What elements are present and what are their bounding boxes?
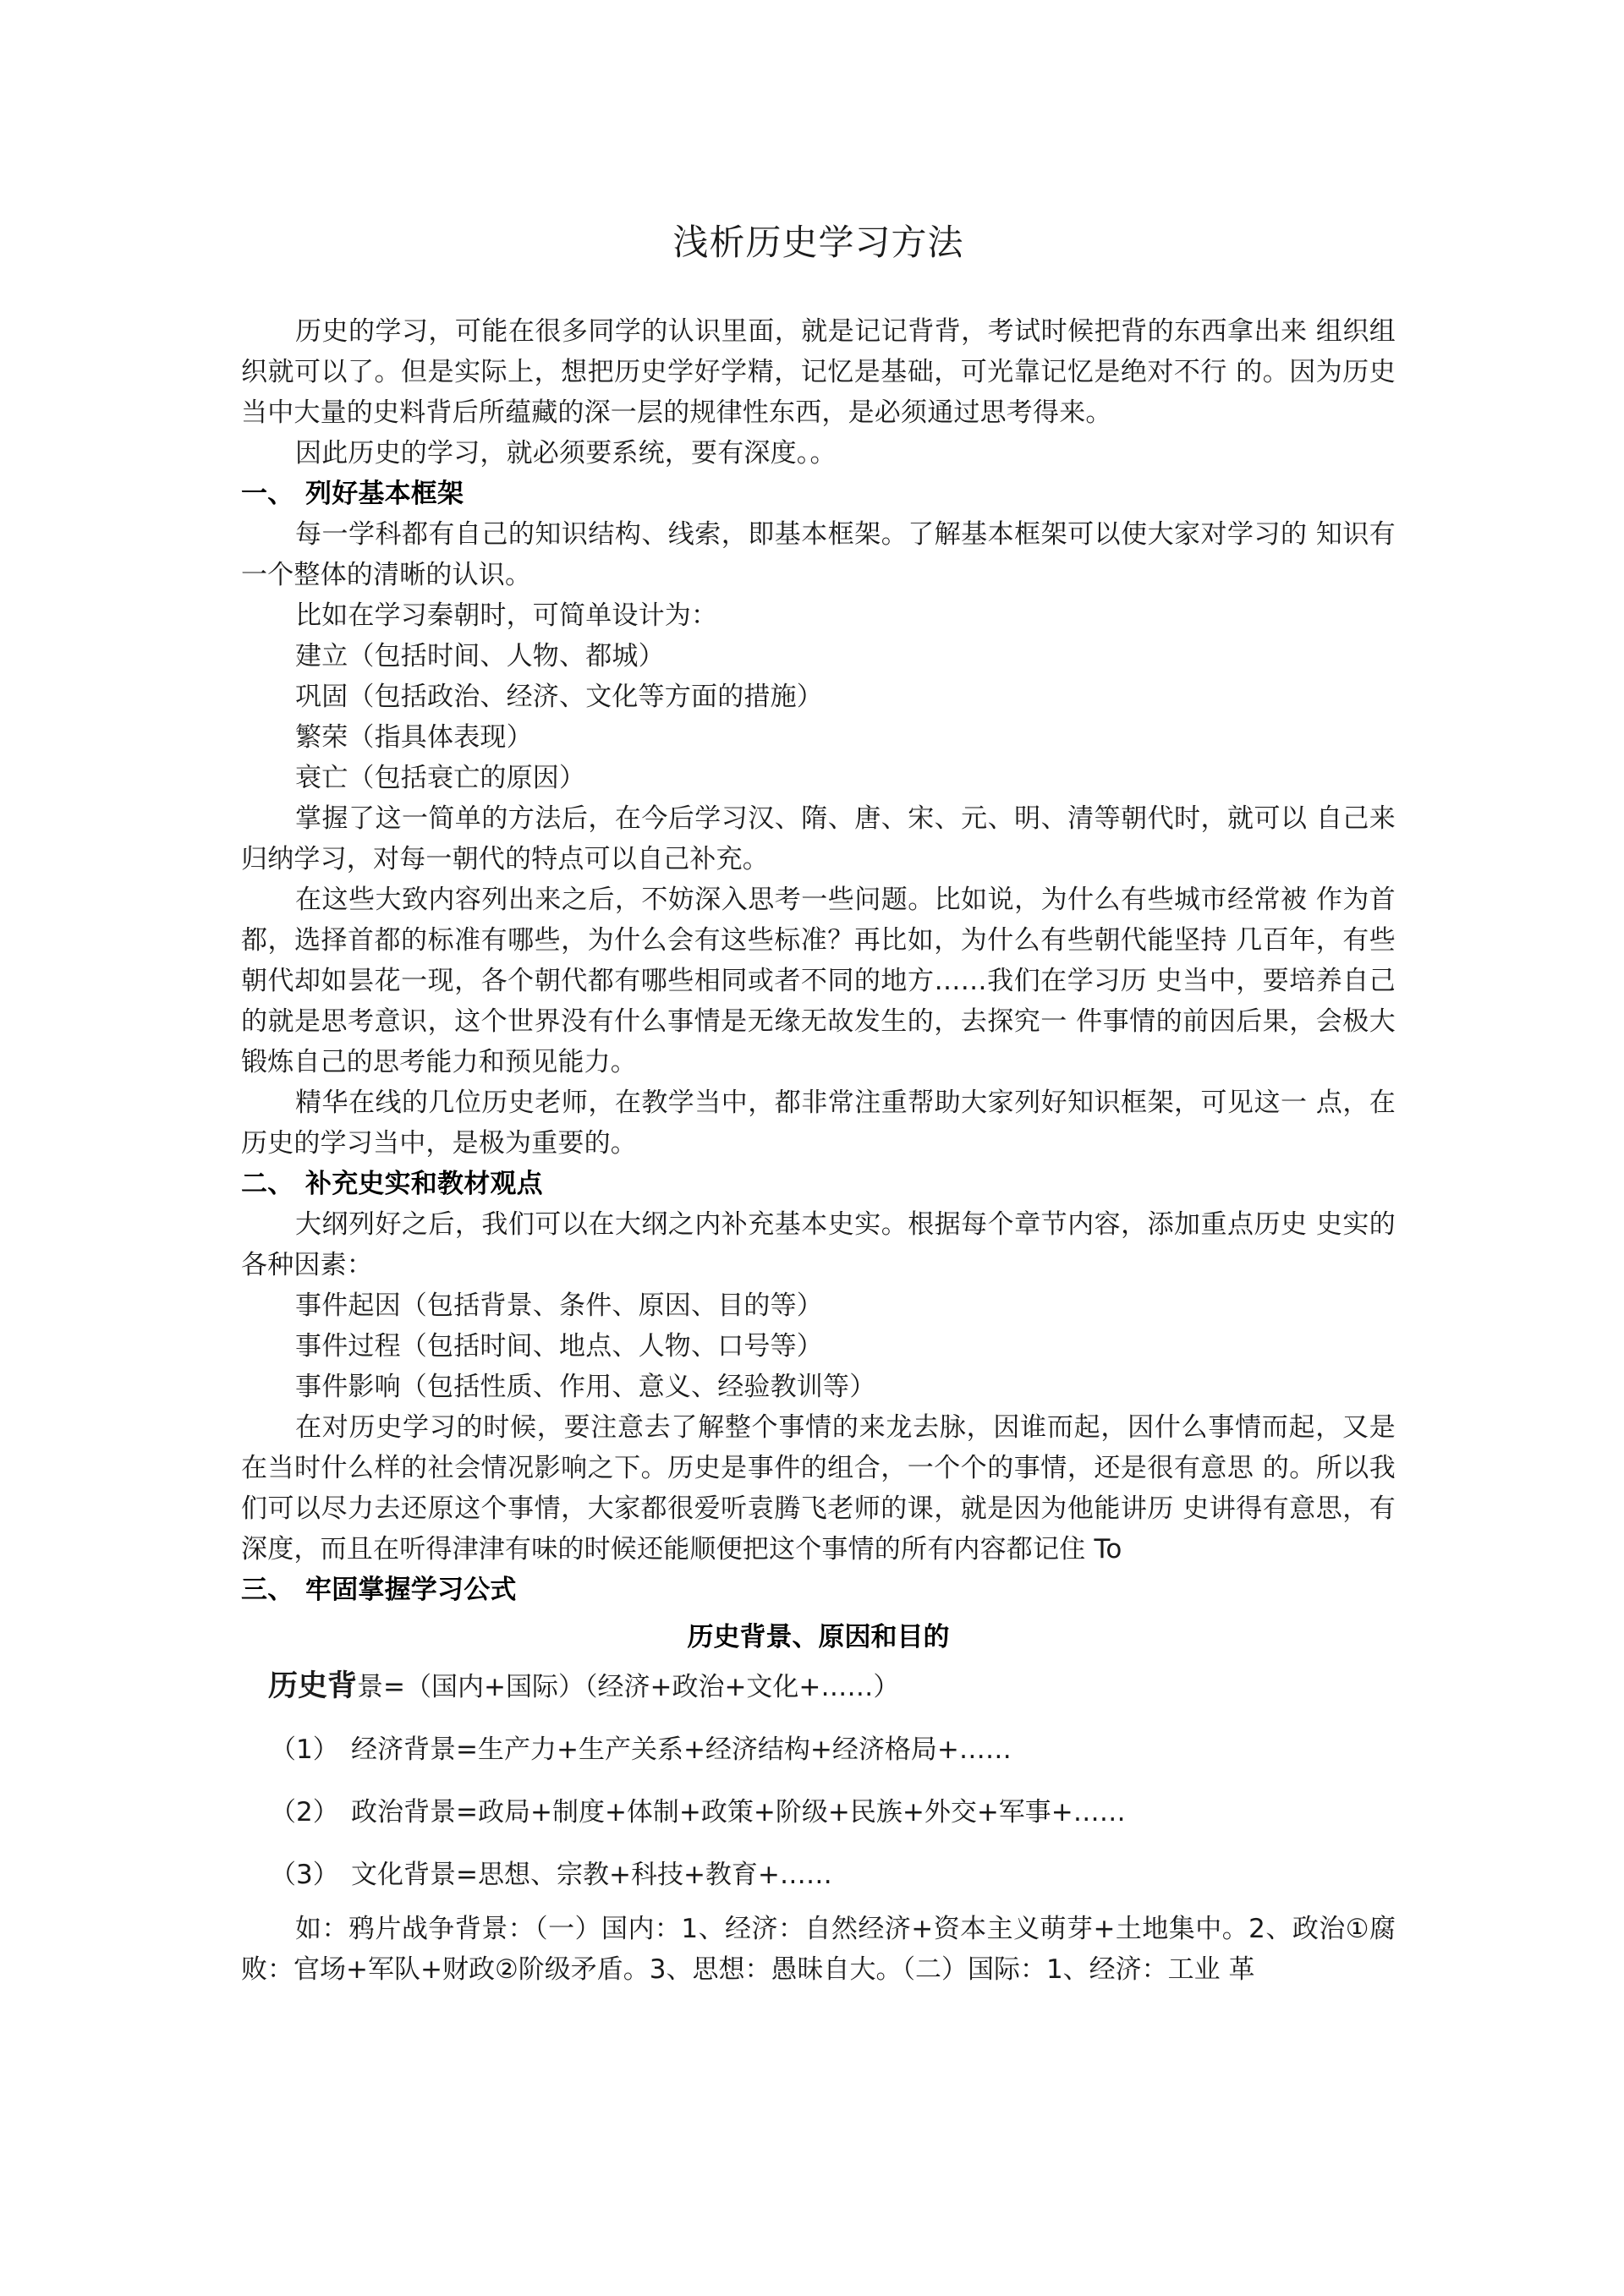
list-item: 巩固（包括政治、经济、文化等方面的措施） xyxy=(295,682,823,713)
formula-item-text: 经济背景=生产力+生产关系+经济结构+经济格局+…… xyxy=(351,1734,1012,1766)
section-2-paragraph-1: 大纲列好之后，我们可以在大纲之内补充基本史实。根据每个章节内容，添加重点历史 史实的各种因素： xyxy=(241,1209,1396,1281)
section-heading-2 xyxy=(241,1164,1396,1204)
section-1-after-paragraph-3: 精华在线的几位历史老师，在教学当中，都非常注重帮助大家列好知识框架，可见这一 点，在历史的学习当中，是极为重要的。 xyxy=(241,1088,1396,1159)
formula-item-index: （2） xyxy=(270,1797,339,1828)
section-number-2: 二、 xyxy=(241,1169,294,1200)
list-item: 事件影响（包括性质、作用、意义、经验教训等） xyxy=(295,1372,876,1403)
formula-item xyxy=(241,1707,1396,1770)
section-number-3: 三、 xyxy=(241,1575,294,1606)
section-title-2: 补充史实和教材观点 xyxy=(305,1169,543,1200)
formula-main-rest: 景=（国内+国际）（经济+政治+文化+……） xyxy=(357,1672,900,1703)
title-spacer xyxy=(241,264,1396,311)
formula-item-text: 文化背景=思想、宗教+科技+教育+…… xyxy=(351,1860,832,1891)
section-2-after-paragraph-1: 在对历史学习的时候，要注意去了解整个事情的来龙去脉，因谁而起，因什么事情而起，又是在当时什么样的社会情况影响之下。历史是事件的组合，一个个的事情，还是很有意思 的。所以我们可以尽力去还原这个事情，大家都很爱听袁腾飞老师的课，就是因为他能讲历 史讲得有意思，有深度，而且在听得津津有味的时候还能顺便把这个事情的所有内容都记住 To xyxy=(241,1412,1396,1565)
formula-item-index: （1） xyxy=(270,1734,339,1766)
section-3-example-paragraph: 如：鸦片战争背景：（一）国内：1、经济：自然经济+资本主义萌芽+土地集中。2、政治①腐败：官场+军队+财政②阶级矛盾。3、思想：愚昧自大。（二）国际：1、经济：工业 革 xyxy=(241,1914,1396,1986)
section-number-1: 一、 xyxy=(241,479,294,510)
formula-item xyxy=(241,1833,1396,1895)
section-title-1: 列好基本框架 xyxy=(305,479,464,510)
formula-title: 历史背景、原因和目的 xyxy=(687,1622,950,1653)
section-1-paragraph-1: 每一学科都有自己的知识结构、线索，即基本框架。了解基本框架可以使大家对学习的 知识有一个整体的清晰的认识。 xyxy=(241,519,1396,591)
section-1-paragraph-2: 比如在学习秦朝时，可简单设计为： xyxy=(295,600,718,632)
formula-main-line xyxy=(241,1658,1396,1707)
intro-paragraph-2: 因此历史的学习，就必须要系统，要有深度。。 xyxy=(295,438,837,469)
section-1-after-paragraph-1: 掌握了这一简单的方法后，在今后学习汉、隋、唐、宋、元、明、清等朝代时，就可以 自己来归纳学习，对每一朝代的特点可以自己补充。 xyxy=(241,803,1396,875)
list-item: 繁荣（指具体表现） xyxy=(295,722,533,753)
list-item: 建立（包括时间、人物、都城） xyxy=(295,641,665,672)
formula-item-index: （3） xyxy=(270,1860,339,1891)
list-item: 事件过程（包括时间、地点、人物、口号等） xyxy=(295,1331,823,1362)
formula-item-text: 政治背景=政局+制度+体制+政策+阶级+民族+外交+军事+…… xyxy=(351,1797,1126,1828)
intro-paragraph-1: 历史的学习，可能在很多同学的认识里面，就是记记背背，考试时候把背的东西拿出来 组织组织就可以了。但是实际上，想把历史学好学精，记忆是基础，可光靠记忆是绝对不行 的。因为历史当中大量的史料背后所蕴藏的深一层的规律性东西，是必须通过思考得来。 xyxy=(241,316,1396,429)
page-title: 浅析历史学习方法 xyxy=(672,222,964,263)
section-1-after-paragraph-2: 在这些大致内容列出来之后，不妨深入思考一些问题。比如说，为什么有些城市经常被 作为首都，选择首都的标准有哪些，为什么会有这些标准？再比如，为什么有些朝代能坚持 几百年，有些朝代却如昙花一现，各个朝代都有哪些相同或者不同的地方……我们在学习历 史当中，要培养自己的就是思考意识，这个世界没有什么事情是无缘无故发生的，去探究一 件事情的前因后果，会极大锻炼自己的思考能力和预见能力。 xyxy=(241,885,1396,1078)
list-item: 事件起因（包括背景、条件、原因、目的等） xyxy=(295,1290,823,1322)
document-content xyxy=(241,0,1396,1990)
section-heading-1 xyxy=(241,474,1396,514)
section-title-3: 牢固掌握学习公式 xyxy=(305,1575,517,1606)
section-heading-3 xyxy=(241,1570,1396,1610)
formula-item xyxy=(241,1770,1396,1833)
formula-main-emphasis: 历史背 xyxy=(268,1669,358,1704)
list-item: 衰亡（包括衰亡的原因） xyxy=(295,763,586,794)
